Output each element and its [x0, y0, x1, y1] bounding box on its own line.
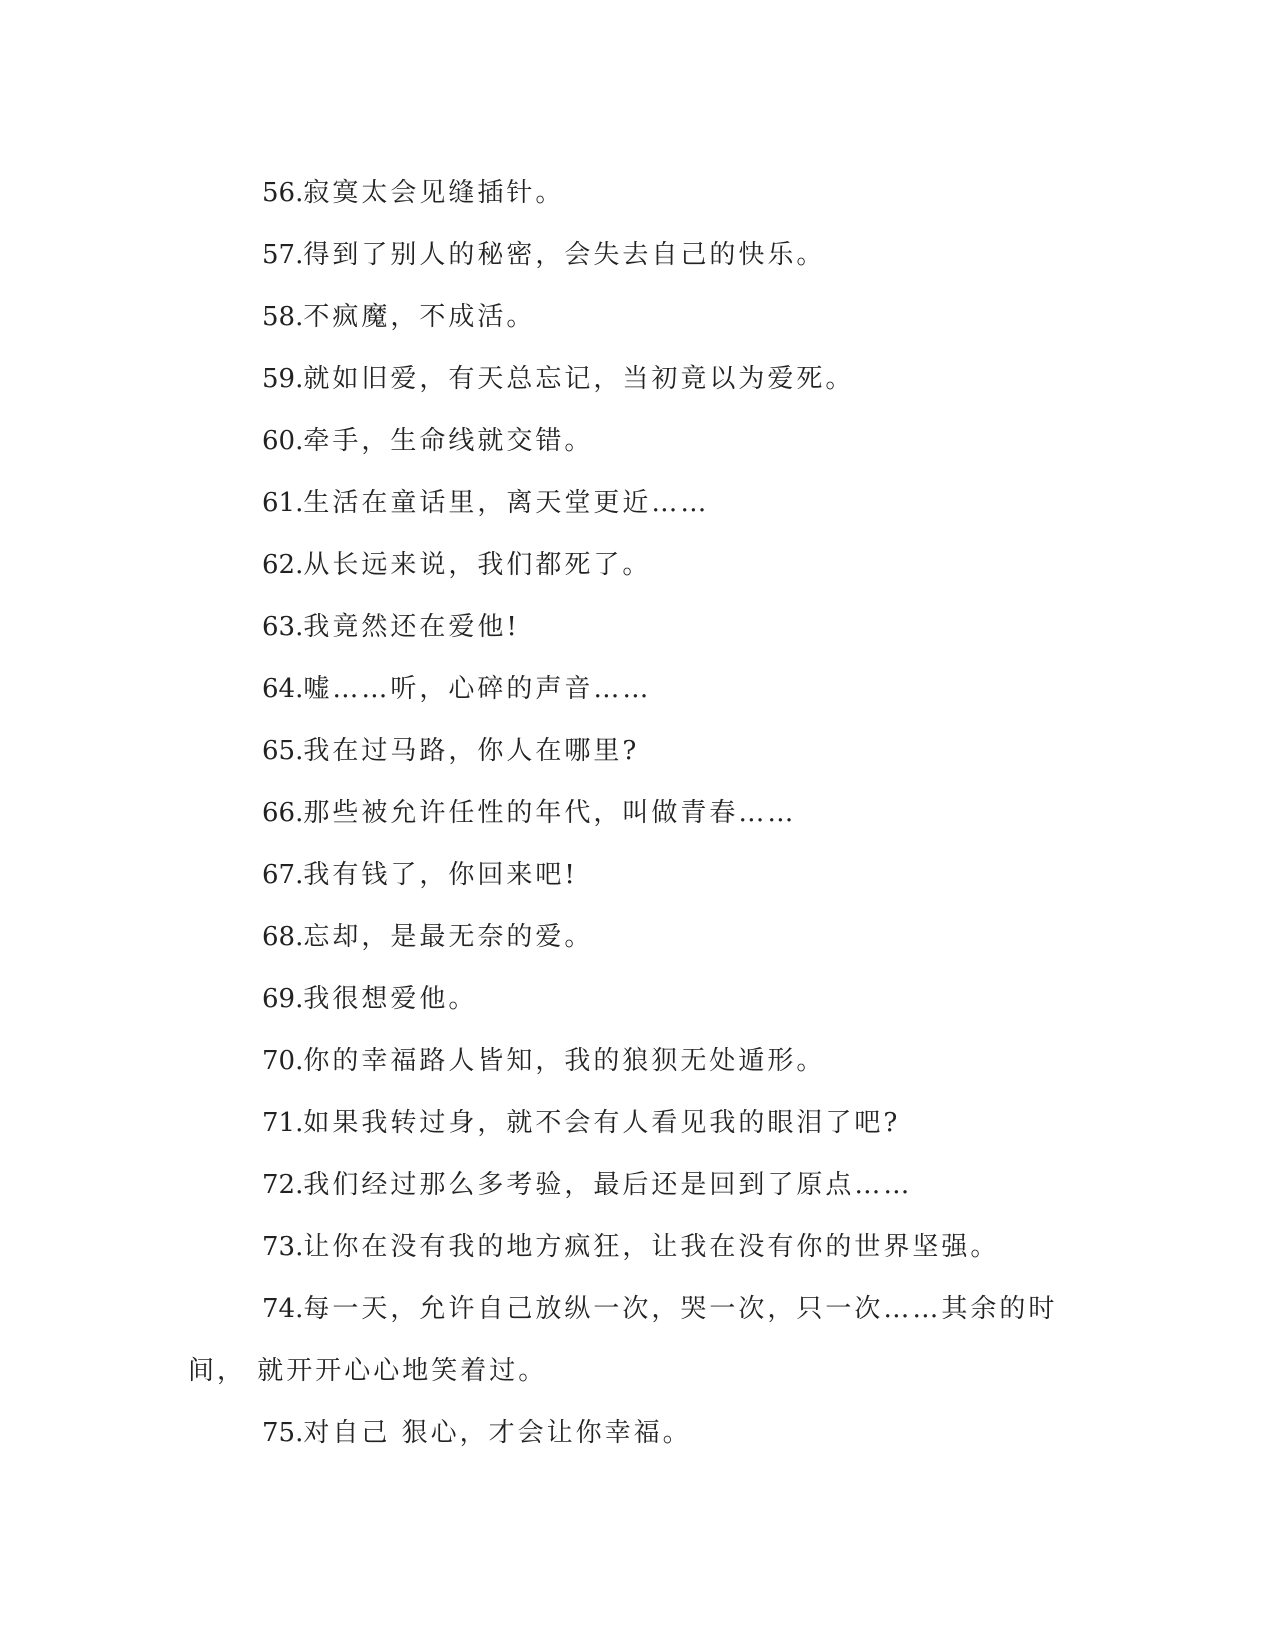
list-item: [188, 410, 1088, 472]
item-text: 牵手，生命线就交错。: [303, 426, 594, 456]
item-number: 61.: [262, 488, 304, 518]
item-text: 我很想爱他。: [303, 984, 478, 1014]
item-number: 66.: [262, 798, 304, 828]
item-number: 63.: [262, 612, 304, 642]
item-text: 你的幸福路人皆知，我的狼狈无处遁形。: [303, 1046, 826, 1076]
item-text: 如果我转过身，就不会有人看见我的眼泪了吧?: [303, 1108, 901, 1138]
list-item: [188, 1402, 1088, 1464]
list-item: [188, 534, 1088, 596]
item-number: 59.: [262, 364, 304, 394]
item-text: 我竟然还在爱他!: [303, 612, 520, 642]
item-text: 我们经过那么多考验，最后还是回到了原点……: [303, 1170, 913, 1200]
list-item: [188, 1092, 1088, 1154]
item-number: 74.: [262, 1294, 304, 1324]
item-text: 每一天，允许自己放纵一次，哭一次，只一次……其余的时间， 就开开心心地笑着过。: [188, 1294, 1058, 1386]
list-item: [188, 1216, 1088, 1278]
item-text: 对自己 狠心，才会让你幸福。: [303, 1418, 692, 1448]
item-number: 72.: [262, 1170, 304, 1200]
list-item: [188, 596, 1088, 658]
list-item: [188, 1154, 1088, 1216]
item-number: 68.: [262, 922, 304, 952]
item-number: 65.: [262, 736, 304, 766]
item-number: 57.: [262, 240, 304, 270]
list-item: [188, 1030, 1088, 1092]
item-text: 生活在童话里，离天堂更近……: [303, 488, 710, 518]
list-item: [188, 658, 1088, 720]
list-item: [188, 472, 1088, 534]
list-item: [188, 348, 1088, 410]
list-item: [188, 286, 1088, 348]
list-item: [188, 720, 1088, 782]
item-number: 69.: [262, 984, 304, 1014]
item-text: 寂寞太会见缝插针。: [303, 178, 565, 208]
list-item: [188, 844, 1088, 906]
item-text: 我有钱了，你回来吧!: [303, 860, 578, 890]
item-text: 我在过马路，你人在哪里?: [303, 736, 640, 766]
item-number: 58.: [262, 302, 304, 332]
item-text: 忘却，是最无奈的爱。: [303, 922, 594, 952]
item-text: 从长远来说，我们都死了。: [303, 550, 652, 580]
item-number: 71.: [262, 1108, 304, 1138]
item-number: 67.: [262, 860, 304, 890]
list-item: [188, 162, 1088, 224]
item-number: 62.: [262, 550, 304, 580]
list-item: [188, 1278, 1088, 1402]
item-text: 那些被允许任性的年代，叫做青春……: [303, 798, 797, 828]
item-text: 嘘……听，心碎的声音……: [303, 674, 652, 704]
item-number: 73.: [262, 1232, 304, 1262]
item-number: 75.: [262, 1418, 304, 1448]
quote-list: [188, 162, 1088, 1464]
list-item: [188, 968, 1088, 1030]
item-text: 就如旧爱，有天总忘记，当初竟以为爱死。: [303, 364, 855, 394]
list-item: [188, 906, 1088, 968]
item-text: 不疯魔，不成活。: [303, 302, 536, 332]
item-number: 64.: [262, 674, 304, 704]
item-number: 60.: [262, 426, 304, 456]
list-item: [188, 782, 1088, 844]
item-number: 70.: [262, 1046, 304, 1076]
item-number: 56.: [262, 178, 304, 208]
list-item: [188, 224, 1088, 286]
item-text: 让你在没有我的地方疯狂，让我在没有你的世界坚强。: [303, 1232, 1000, 1262]
item-text: 得到了别人的秘密，会失去自己的快乐。: [303, 240, 826, 270]
